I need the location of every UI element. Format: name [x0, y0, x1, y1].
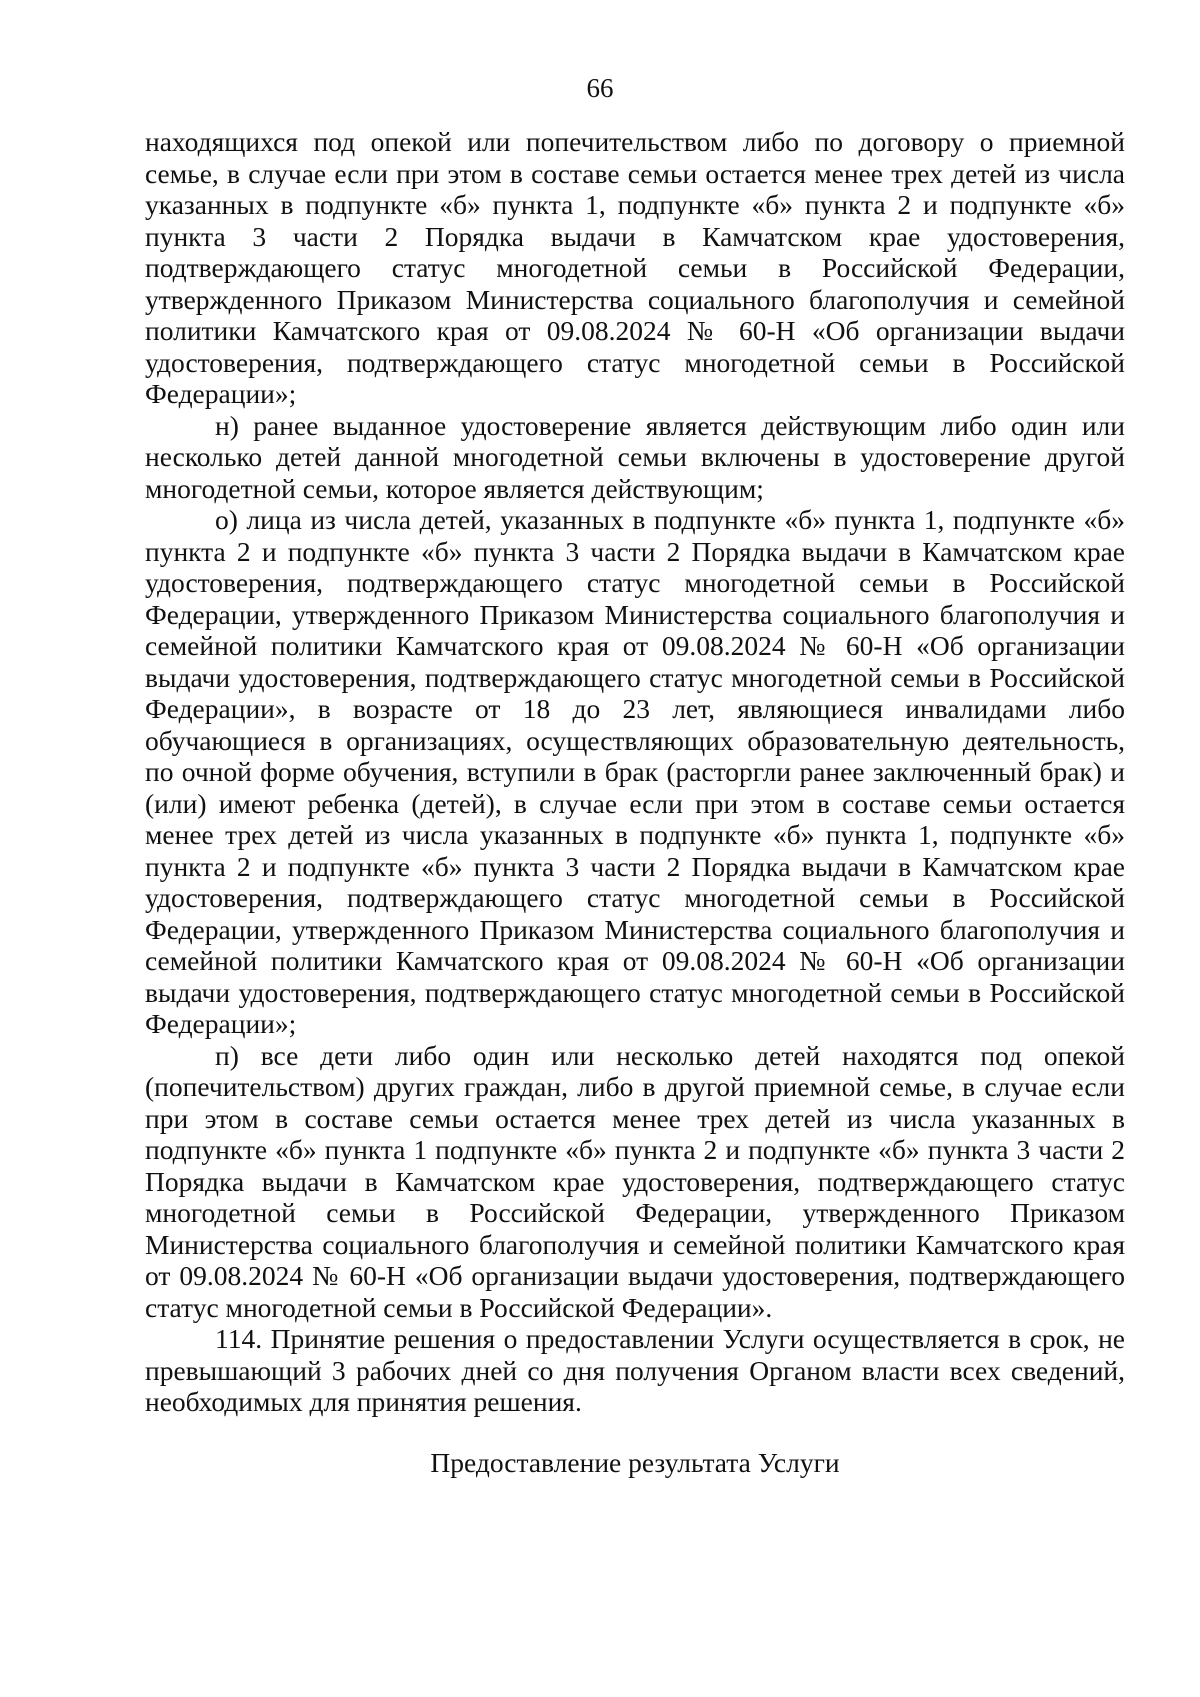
paragraph-continuation: находящихся под опекой или попечительством либо по договору о приемной семье, в случае если при этом в составе семьи остается менее трех детей из числа указанных в подпункте «б» пункта 1, подпункте «б» пункта 2 и подпункте «б» пункта 3 части 2 Порядка выдачи в Камчатском крае удостоверения, подтверждающего статус многодетной семьи в Российской Федерации, утвержденного Приказом Министерства социального благополучия и семейной политики Камчатского края от 09.08.2024 № 60-Н «Об организации выдачи удостоверения, подтверждающего статус многодетной семьи в Российской Федерации»; [145, 126, 1125, 409]
paragraph-item-o: о) лица из числа детей, указанных в подпункте «б» пункта 1, подпункте «б» пункта 2 и подпункте «б» пункта 3 части 2 Порядка выдачи в Камчатском крае удостоверения, подтверждающего статус многодетной семьи в Российской Федерации, утвержденного Приказом Министерства социального благополучия и семейной политики Камчатского края от 09.08.2024 № 60-Н «Об организации выдачи удостоверения, подтверждающего статус многодетной семьи в Российской Федерации», в возрасте от 18 до 23 лет, являющиеся инвалидами либо обучающиеся в организациях, осуществляющих образовательную деятельность, по очной форме обучения, вступили в брак (расторгли ранее заключенный брак) и (или) имеют ребенка (детей), в случае если при этом в составе семьи остается менее трех детей из числа указанных в подпункте «б» пункта 1, подпункте «б» пункта 2 и подпункте «б» пункта 3 части 2 Порядка выдачи в Камчатском крае удостоверения, подтверждающего статус многодетной семьи в Российской Федерации, утвержденного Приказом Министерства социального благополучия и семейной политики Камчатского края от 09.08.2024 № 60-Н «Об организации выдачи удостоверения, подтверждающего статус многодетной семьи в Российской Федерации»; [145, 504, 1125, 1039]
paragraph-clause-114: 114. Принятие решения о предоставлении Услуги осуществляется в срок, не превышающий 3 рабочих дней со дня получения Органом власти всех сведений, необходимых для принятия решения. [145, 1323, 1125, 1417]
paragraph-item-n: н) ранее выданное удостоверение является действующим либо один или несколько детей данной многодетной семьи включены в удостоверение другой многодетной семьи, которое является действующим; [145, 409, 1125, 504]
page-number: 66 [586, 73, 614, 103]
document-body [145, 126, 1125, 1418]
paragraph-item-p: п) все дети либо один или несколько детей находятся под опекой (попечительством) других граждан, либо в другой приемной семье, в случае если при этом в составе семьи остается менее трех детей из числа указанных в подпункте «б» пункта 1 подпункте «б» пункта 2 и подпункте «б» пункта 3 части 2 Порядка выдачи в Камчатском крае удостоверения, подтверждающего статус многодетной семьи в Российской Федерации, утвержденного Приказом Министерства социального благополучия и семейной политики Камчатского края от 09.08.2024 № 60-Н «Об организации выдачи удостоверения, подтверждающего статус многодетной семьи в Российской Федерации». [145, 1039, 1125, 1323]
section-heading: Предоставление результата Услуги [430, 1447, 840, 1478]
